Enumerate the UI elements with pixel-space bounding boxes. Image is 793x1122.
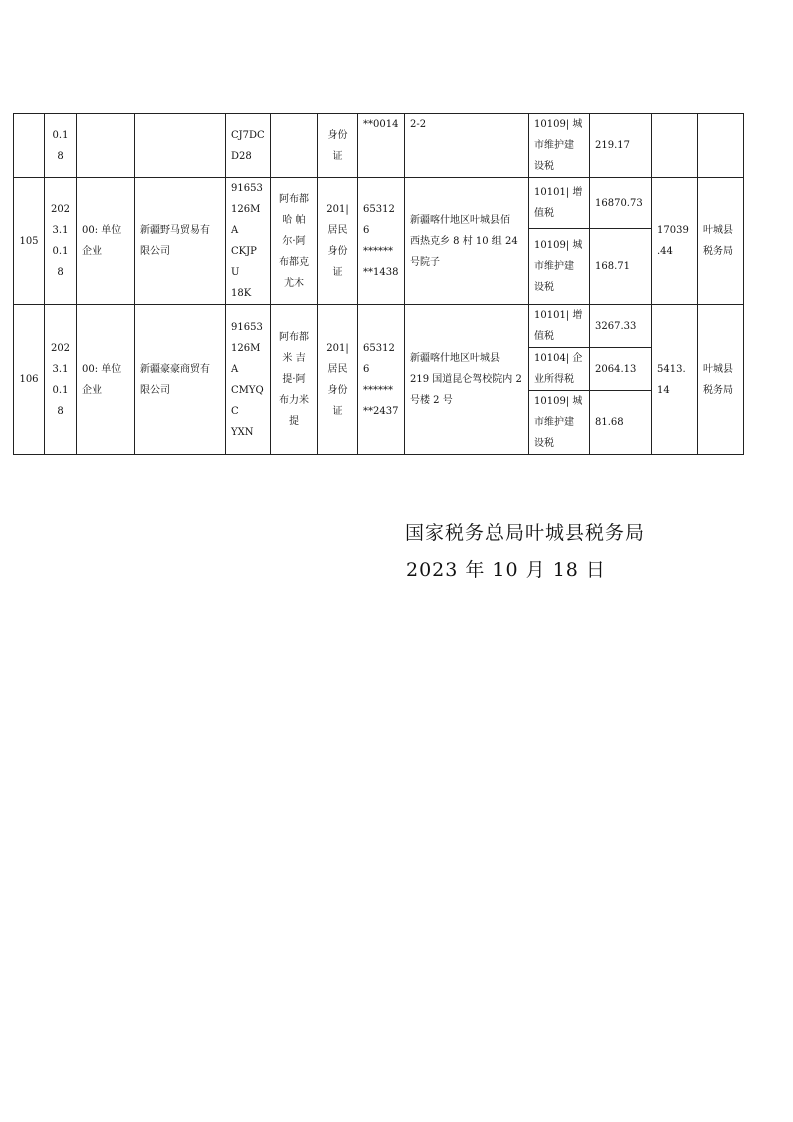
taxpayer-name-cell: 新疆豪豪商贸有 限公司 [135,305,226,455]
address-cell: 2-2 [405,114,529,178]
tax-item-cell: 10101| 增 值税 [529,305,590,348]
table-row [14,178,744,229]
tax-office-cell: 叶城县 税务局 [698,305,744,455]
credit-code-cell: 91653 126MA CKJPU 18K [226,178,271,305]
total-cell: 17039 .44 [652,178,698,305]
amount-cell: 219.17 [590,114,652,178]
legal-person-cell [271,114,318,178]
total-cell [652,114,698,178]
seq-cell: 106 [14,305,45,455]
id-type-cell: 201| 居民 身份 证 [318,178,358,305]
tax-office-cell: 叶城县 税务局 [698,178,744,305]
total-cell: 5413. 14 [652,305,698,455]
amount-cell: 81.68 [590,391,652,455]
tax-item-cell: 10109| 城 市维护建 设税 [529,391,590,455]
date-cell: 202 3.1 0.1 8 [45,305,77,455]
amount-cell: 16870.73 [590,178,652,229]
type-cell [77,114,135,178]
tax-table [13,113,744,455]
table-row [14,114,744,178]
amount-cell: 3267.33 [590,305,652,348]
seq-cell: 105 [14,178,45,305]
tax-item-cell: 10104| 企 业所得税 [529,348,590,391]
tax-item-cell: 10101| 增 值税 [529,178,590,229]
address-cell: 新疆喀什地区叶城县佰 西热克乡 8 村 10 组 24 号院子 [405,178,529,305]
id-type-cell: 身份 证 [318,114,358,178]
issue-date: 2023 年 10 月 18 日 [406,559,606,581]
address-cell: 新疆喀什地区叶城县 219 国道昆仑驾校院内 2 号楼 2 号 [405,305,529,455]
legal-person-cell: 阿布都 哈 帕 尔·阿 布都克 尤木 [271,178,318,305]
date-cell: 202 3.1 0.1 8 [45,178,77,305]
tax-item-cell: 10109| 城 市维护建 设税 [529,229,590,305]
date-cell: 0.1 8 [45,114,77,178]
credit-code-cell: CJ7DC D28 [226,114,271,178]
id-number-cell: **0014 [358,114,405,178]
type-cell: 00: 单位 企业 [77,178,135,305]
issuer-signature: 国家税务总局叶城县税务局 [404,522,645,544]
taxpayer-name-cell: 新疆野马贸易有 限公司 [135,178,226,305]
id-number-cell: 653126 ****** **2437 [358,305,405,455]
type-cell: 00: 单位 企业 [77,305,135,455]
taxpayer-name-cell [135,114,226,178]
credit-code-cell: 91653 126MA CMYQC YXN [226,305,271,455]
table-row [14,305,744,348]
seq-cell [14,114,45,178]
id-number-cell: 653126 ****** **1438 [358,178,405,305]
amount-cell: 168.71 [590,229,652,305]
tax-office-cell [698,114,744,178]
id-type-cell: 201| 居民 身份 证 [318,305,358,455]
amount-cell: 2064.13 [590,348,652,391]
tax-item-cell: 10109| 城 市维护建 设税 [529,114,590,178]
legal-person-cell: 阿布都 米 吉 提·阿 布力米 提 [271,305,318,455]
